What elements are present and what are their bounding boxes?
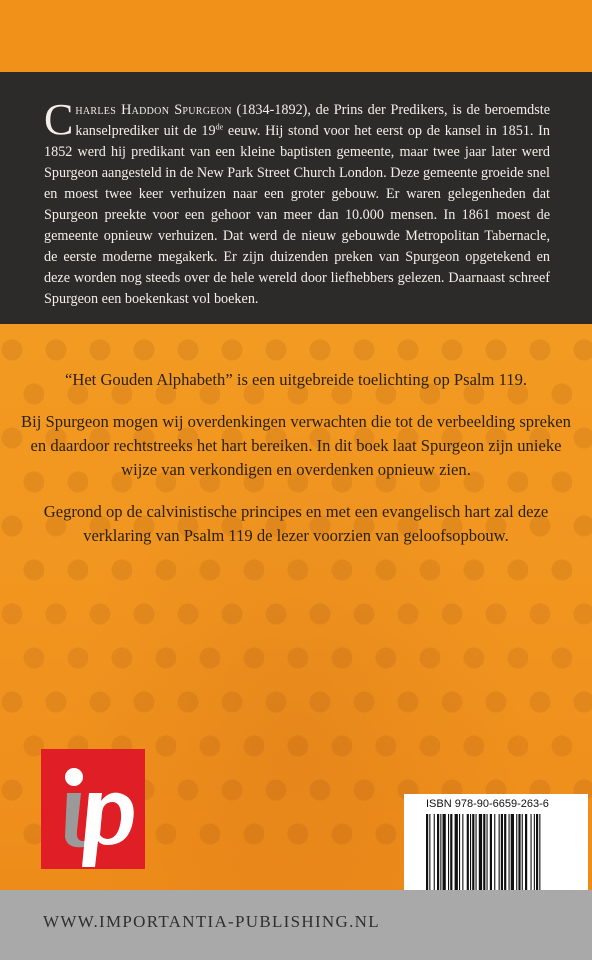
barcode-bar — [479, 814, 482, 894]
barcode-bar — [470, 814, 471, 894]
barcode-bar — [443, 814, 446, 894]
book-blurb — [20, 368, 572, 566]
blurb-paragraph-1: “Het Gouden Alphabeth” is een uitgebreide toelichting op Psalm 119. — [64, 370, 528, 389]
barcode-bar — [499, 814, 500, 894]
barcode-bar — [462, 814, 463, 894]
publisher-logo — [41, 749, 145, 869]
barcode-bar — [476, 814, 477, 894]
barcode-bar — [483, 814, 485, 900]
barcode-bar — [490, 814, 492, 894]
footer-band — [0, 890, 592, 960]
texture-row — [0, 598, 592, 638]
barcode-bars — [412, 814, 580, 900]
isbn-label: ISBN 978-90-6659-263-6 — [426, 798, 549, 810]
blurb-area — [0, 324, 592, 890]
barcode-bar — [448, 814, 449, 894]
barcode-bar — [426, 814, 428, 900]
barcode-bar — [518, 814, 520, 894]
barcode-bar — [487, 814, 488, 900]
blurb-paragraph-2: Bij Spurgeon mogen wij overdenkingen verwachten die tot de verbeelding spreken en daardoor rechtstreeks het hart bereiken. In dit boek laat Spurgeon zijn unieke wijze van verkondigen en overdenken opnieuw zien. — [21, 412, 571, 479]
blurb-paragraph-3: Gegrond op de calvinistische principes en met een evangelisch hart zal deze verklaring van Psalm 119 de lezer voorzien van geloofsopbouw. — [43, 502, 549, 545]
texture-row — [0, 642, 592, 682]
barcode-bar — [429, 814, 430, 900]
barcode-bar — [525, 814, 527, 894]
texture-row — [0, 686, 592, 726]
barcode-bar — [504, 814, 506, 894]
author-name: harles Haddon Spurgeon — [75, 102, 232, 118]
barcode-bar — [450, 814, 452, 894]
barcode-bar — [434, 814, 435, 894]
bio-superscript: de — [215, 122, 224, 132]
barcode-bar — [539, 814, 540, 900]
barcode-bar — [509, 814, 510, 894]
barcode-bar — [511, 814, 514, 894]
barcode-bar — [467, 814, 469, 894]
barcode-bar — [459, 814, 460, 894]
barcode-bar — [534, 814, 535, 894]
barcode-bar — [494, 814, 495, 894]
publisher-logo-icon — [41, 749, 145, 869]
barcode-bar — [501, 814, 503, 894]
barcode-bar — [440, 814, 441, 894]
top-orange-band — [0, 0, 592, 72]
barcode-bar — [455, 814, 458, 894]
barcode-bar — [472, 814, 474, 894]
barcode-bar — [536, 814, 538, 894]
publisher-url: WWW.IMPORTANTIA-PUBLISHING.NL — [43, 912, 380, 931]
barcode-bar — [531, 814, 532, 894]
barcode-bar — [516, 814, 517, 894]
bio-text-part-1: (1834-1892), de Prins der Predikers, is de beroemdste kanselprediker uit de 19 — [75, 102, 550, 139]
author-bio-text — [44, 95, 550, 310]
bio-drop-cap: C — [44, 95, 74, 144]
barcode-bar — [522, 814, 523, 894]
barcode-bar — [437, 814, 439, 894]
bio-text-part-2: eeuw. Hij stond voor het eerst op de kansel in 1851. In 1852 werd hij predikant van een kleine baptisten gemeente, maar twee jaar later werd Spurgeon aangesteld in de New Park Street Church London. Deze gemeente groeide snel en moest twee keer verhuizen naar een groter gebouw. Er waren gelegenheden dat Spurgeon preekte voor een gehoor van meer dan 10.000 mensen. In 1861 moest de gemeente opnieuw verhuizen. Dat werd de nieuw gebouwde Metropolitan Tabernacle, de eerste moderne megakerk. Er zijn duizenden preken van Spurgeon opgetekend en deze worden nog steeds over de hele wereld door liefhebbers gelezen. Daarnaast schreef Spurgeon een boekenkast vol boeken. — [44, 123, 550, 307]
author-bio-panel — [0, 72, 592, 324]
